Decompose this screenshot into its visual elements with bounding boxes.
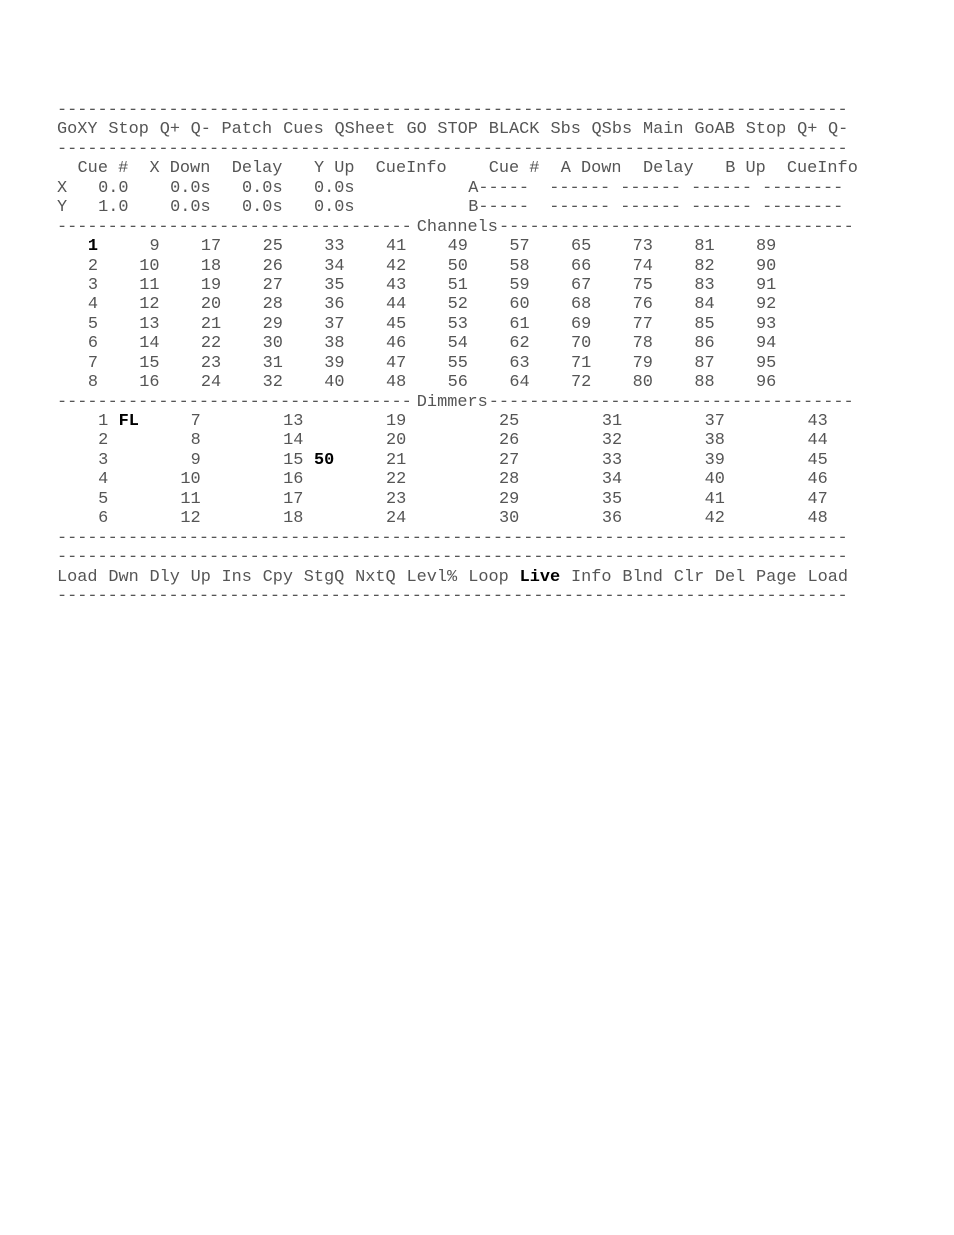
cue-row-x	[57, 179, 867, 198]
divider-line: -----------------------------------	[57, 392, 412, 412]
menu-stgq-button[interactable]: StgQ	[303, 567, 345, 587]
cue-header-right-0: Cue #	[488, 159, 540, 179]
dimmer-26[interactable]: 26	[499, 431, 520, 451]
dimmer-16[interactable]: 16	[283, 470, 304, 490]
divider-line: -----------------------------------	[57, 217, 412, 237]
channel-90[interactable]: 90	[756, 256, 777, 276]
dimmer-34[interactable]: 34	[601, 470, 623, 490]
dimmer-36[interactable]: 36	[601, 509, 623, 529]
channel-26[interactable]: 26	[262, 256, 283, 276]
channel-42[interactable]: 42	[385, 256, 407, 276]
channel-75[interactable]: 75	[632, 275, 653, 295]
menu-dly-button[interactable]: Dly	[149, 567, 180, 587]
channel-55[interactable]: 55	[447, 353, 468, 373]
channel-44[interactable]: 44	[385, 295, 407, 315]
channel-49[interactable]: 49	[447, 237, 468, 257]
channel-66[interactable]: 66	[571, 256, 592, 276]
channel-82[interactable]: 82	[694, 256, 715, 276]
section-label-dimmers: Dimmers	[416, 392, 488, 412]
menu-goxy-button[interactable]: GoXY	[57, 120, 98, 140]
menu-cues-button[interactable]: Cues	[283, 120, 324, 140]
delay-time[interactable]: 0.0s	[242, 198, 283, 218]
cue-header	[57, 159, 867, 178]
menu-blnd-button[interactable]: Blnd	[622, 567, 663, 587]
channel-43[interactable]: 43	[385, 275, 407, 295]
dimmer-22[interactable]: 22	[385, 470, 407, 490]
dimmer-33[interactable]: 33	[601, 450, 623, 470]
dimmer-11[interactable]: 11	[180, 489, 201, 509]
channel-53[interactable]: 53	[447, 314, 468, 334]
menu-ins-button[interactable]: Ins	[221, 567, 252, 587]
channel-25[interactable]: 25	[262, 237, 283, 257]
channel-61[interactable]: 61	[509, 314, 530, 334]
dimmer-23[interactable]: 23	[385, 489, 407, 509]
channel-83[interactable]: 83	[694, 275, 715, 295]
channel-91[interactable]: 91	[756, 275, 777, 295]
dimmer-6[interactable]: 6	[98, 509, 109, 529]
dimmer-28[interactable]: 28	[499, 470, 520, 490]
dimmer-1-level: FL	[118, 412, 139, 431]
menu-info-button[interactable]: Info	[571, 567, 612, 587]
menu-del-button[interactable]: Del	[714, 567, 746, 587]
dimmer-8[interactable]: 8	[190, 431, 201, 451]
channel-6[interactable]: 6	[87, 334, 98, 354]
channel-32[interactable]: 32	[262, 373, 283, 393]
channel-38[interactable]: 38	[324, 334, 345, 354]
channel-24[interactable]: 24	[200, 373, 222, 393]
dimmer-30[interactable]: 30	[499, 509, 520, 529]
menu-patch-button[interactable]: Patch	[221, 120, 273, 140]
dimmer-19[interactable]: 19	[385, 412, 407, 431]
channel-88[interactable]: 88	[694, 373, 715, 393]
channel-76[interactable]: 76	[632, 295, 653, 315]
menu-q-button[interactable]: Q+	[797, 120, 818, 140]
channel-7[interactable]: 7	[87, 353, 98, 373]
channel-37[interactable]: 37	[324, 314, 345, 334]
cue-row-y	[57, 198, 867, 217]
channel-89[interactable]: 89	[756, 237, 777, 257]
channel-3[interactable]: 3	[87, 275, 98, 295]
channel-12[interactable]: 12	[139, 295, 160, 315]
channel-11[interactable]: 11	[139, 275, 160, 295]
bottom-menu	[57, 568, 867, 587]
channel-80[interactable]: 80	[632, 373, 653, 393]
channel-56[interactable]: 56	[447, 373, 468, 393]
channel-54[interactable]: 54	[447, 334, 468, 354]
channel-17[interactable]: 17	[200, 237, 222, 257]
dimmer-14[interactable]: 14	[283, 431, 304, 451]
channel-73[interactable]: 73	[632, 237, 653, 257]
top-menu	[57, 120, 867, 139]
channel-20[interactable]: 20	[200, 295, 222, 315]
divider-line: ------------------------------------------------------------------------------	[57, 139, 848, 159]
channel-18[interactable]: 18	[200, 256, 222, 276]
channel-34[interactable]: 34	[324, 256, 345, 276]
dimmer-1[interactable]: 1	[98, 412, 109, 431]
channel-78[interactable]: 78	[632, 334, 653, 354]
dimmer-45[interactable]: 45	[807, 450, 828, 470]
channel-row	[57, 295, 867, 314]
menu-clr-button[interactable]: Clr	[673, 567, 705, 587]
dimmer-5[interactable]: 5	[98, 489, 109, 509]
menu-qsbs-button[interactable]: QSbs	[591, 120, 633, 140]
dimmer-row	[57, 509, 867, 528]
dimmer-row	[57, 470, 867, 489]
channel-46[interactable]: 46	[385, 334, 407, 354]
dimmer-43[interactable]: 43	[807, 412, 828, 431]
channel-68[interactable]: 68	[571, 295, 592, 315]
channel-70[interactable]: 70	[571, 334, 592, 354]
channel-77[interactable]: 77	[632, 314, 653, 334]
channel-48[interactable]: 48	[385, 373, 407, 393]
divider-line: ------------------------------------	[488, 392, 854, 412]
dimmer-12[interactable]: 12	[180, 509, 201, 529]
divider-line: ------------------------------------------------------------------------------	[57, 586, 848, 606]
channel-52[interactable]: 52	[447, 295, 468, 315]
channel-47[interactable]: 47	[385, 353, 407, 373]
divider-dimmers	[57, 393, 867, 412]
channel-21[interactable]: 21	[200, 314, 222, 334]
dimmer-47[interactable]: 47	[807, 489, 828, 509]
menu-q-button[interactable]: Q-	[190, 120, 211, 140]
cue-number[interactable]: 1.0	[98, 198, 129, 218]
cue-header-left-2: Delay	[231, 159, 283, 179]
dimmer-20[interactable]: 20	[385, 431, 407, 451]
menu-stop-button[interactable]: STOP	[437, 120, 478, 140]
channel-64[interactable]: 64	[509, 373, 530, 393]
menu-load-button[interactable]: Load	[57, 567, 98, 587]
cue-header-left-3: Y Up	[314, 159, 355, 179]
dimmer-17[interactable]: 17	[283, 489, 304, 509]
menu-up-button[interactable]: Up	[190, 567, 211, 587]
channel-13[interactable]: 13	[139, 314, 160, 334]
menu-cpy-button[interactable]: Cpy	[262, 567, 294, 587]
divider-line: ------------------------------------------------------------------------------	[57, 101, 848, 120]
channel-72[interactable]: 72	[571, 373, 592, 393]
dimmer-24[interactable]: 24	[385, 509, 407, 529]
dimmer-4[interactable]: 4	[98, 470, 109, 490]
channel-95[interactable]: 95	[756, 353, 777, 373]
dimmer-29[interactable]: 29	[499, 489, 520, 509]
console-screen	[57, 101, 867, 606]
cue-row-label: X	[57, 178, 68, 198]
channel-67[interactable]: 67	[571, 275, 592, 295]
channel-29[interactable]: 29	[262, 314, 283, 334]
divider-bottom-1	[57, 529, 867, 548]
channel-row	[57, 237, 867, 256]
channel-23[interactable]: 23	[200, 353, 222, 373]
channel-86[interactable]: 86	[694, 334, 715, 354]
divider-bottom-2	[57, 548, 867, 567]
x-down-time[interactable]: 0.0s	[170, 198, 211, 218]
channel-row	[57, 315, 867, 334]
menu-qsheet-button[interactable]: QSheet	[334, 120, 396, 140]
channel-35[interactable]: 35	[324, 275, 345, 295]
channel-19[interactable]: 19	[200, 275, 222, 295]
menu-q-button[interactable]: Q-	[828, 120, 849, 140]
channel-36[interactable]: 36	[324, 295, 345, 315]
ab-cue-placeholder[interactable]: A----- ------ ------ ------ --------	[468, 178, 844, 198]
channel-85[interactable]: 85	[694, 314, 715, 334]
menu-go-button[interactable]: GO	[406, 120, 427, 140]
dimmer-48[interactable]: 48	[807, 509, 828, 529]
dimmer-44[interactable]: 44	[807, 431, 828, 451]
channel-row	[57, 373, 867, 392]
dimmer-row	[57, 451, 867, 470]
dimmer-32[interactable]: 32	[601, 431, 623, 451]
section-label-channels: Channels	[416, 217, 498, 237]
channel-93[interactable]: 93	[756, 314, 777, 334]
dimmer-46[interactable]: 46	[807, 470, 828, 490]
dimmer-40[interactable]: 40	[704, 470, 725, 490]
dimmer-row	[57, 490, 867, 509]
dimmer-21[interactable]: 21	[385, 450, 407, 470]
channel-60[interactable]: 60	[509, 295, 530, 315]
dimmer-10[interactable]: 10	[180, 470, 201, 490]
dimmer-38[interactable]: 38	[704, 431, 725, 451]
channel-45[interactable]: 45	[385, 314, 407, 334]
channel-9[interactable]: 9	[149, 237, 160, 257]
menu-main-button[interactable]: Main	[642, 120, 684, 140]
y-up-time[interactable]: 0.0s	[314, 178, 355, 198]
menu-dwn-button[interactable]: Dwn	[108, 567, 139, 587]
channel-63[interactable]: 63	[509, 353, 530, 373]
cue-header-right-1: A Down	[560, 159, 622, 179]
channel-33[interactable]: 33	[324, 237, 345, 257]
channel-8[interactable]: 8	[87, 373, 98, 393]
menu-black-button[interactable]: BLACK	[488, 120, 540, 140]
channel-10[interactable]: 10	[139, 256, 160, 276]
dimmer-27[interactable]: 27	[499, 450, 520, 470]
cue-row-label: Y	[57, 198, 68, 218]
channel-84[interactable]: 84	[694, 295, 715, 315]
x-down-time[interactable]: 0.0s	[170, 178, 211, 198]
cue-number[interactable]: 0.0	[98, 178, 129, 198]
dimmer-row	[57, 412, 867, 431]
divider-top	[57, 101, 867, 120]
dimmer-18[interactable]: 18	[283, 509, 304, 529]
dimmer-39[interactable]: 39	[704, 450, 725, 470]
ab-cue-placeholder[interactable]: B----- ------ ------ ------ --------	[468, 198, 844, 218]
channel-39[interactable]: 39	[324, 353, 345, 373]
cue-header-left-0: Cue #	[77, 159, 129, 179]
channel-14[interactable]: 14	[139, 334, 160, 354]
channel-15[interactable]: 15	[139, 353, 160, 373]
channel-65[interactable]: 65	[571, 237, 592, 257]
dimmer-9[interactable]: 9	[190, 450, 201, 470]
menu-nxtq-button[interactable]: NxtQ	[355, 567, 396, 587]
channel-1[interactable]: 1	[87, 237, 98, 257]
channel-62[interactable]: 62	[509, 334, 530, 354]
channel-92[interactable]: 92	[756, 295, 777, 315]
channel-30[interactable]: 30	[262, 334, 283, 354]
channel-4[interactable]: 4	[87, 295, 98, 315]
channel-row	[57, 276, 867, 295]
channel-96[interactable]: 96	[756, 373, 777, 393]
dimmer-3[interactable]: 3	[98, 450, 109, 470]
channel-71[interactable]: 71	[571, 353, 592, 373]
channel-81[interactable]: 81	[694, 237, 715, 257]
channel-51[interactable]: 51	[447, 275, 468, 295]
divider-channels	[57, 218, 867, 237]
channel-58[interactable]: 58	[509, 256, 530, 276]
dimmer-15[interactable]: 15	[283, 450, 304, 470]
channel-2[interactable]: 2	[87, 256, 98, 276]
channel-94[interactable]: 94	[756, 334, 777, 354]
divider-end	[57, 587, 867, 606]
channel-41[interactable]: 41	[385, 237, 407, 257]
dimmer-2[interactable]: 2	[98, 431, 109, 451]
channel-28[interactable]: 28	[262, 295, 283, 315]
menu-sbs-button[interactable]: Sbs	[550, 120, 581, 140]
dimmer-25[interactable]: 25	[499, 412, 520, 431]
channel-87[interactable]: 87	[694, 353, 715, 373]
dimmer-7[interactable]: 7	[190, 412, 201, 431]
menu-load-button[interactable]: Load	[807, 567, 848, 587]
divider-menu	[57, 140, 867, 159]
cue-header-left-1: X Down	[149, 159, 211, 179]
delay-time[interactable]: 0.0s	[242, 178, 283, 198]
channel-69[interactable]: 69	[571, 314, 592, 334]
divider-line: -----------------------------------	[499, 217, 854, 237]
channel-79[interactable]: 79	[632, 353, 653, 373]
menu-stop-button[interactable]: Stop	[745, 120, 787, 140]
dimmer-31[interactable]: 31	[601, 412, 623, 431]
dimmer-41[interactable]: 41	[704, 489, 725, 509]
dimmer-15-level: 50	[314, 450, 335, 470]
channel-row	[57, 257, 867, 276]
channel-16[interactable]: 16	[139, 373, 160, 393]
channel-31[interactable]: 31	[262, 353, 283, 373]
dimmer-35[interactable]: 35	[601, 489, 623, 509]
cue-header-right-2: Delay	[642, 159, 694, 179]
channel-5[interactable]: 5	[87, 314, 98, 334]
divider-line: ------------------------------------------------------------------------------	[57, 528, 848, 548]
channel-row	[57, 334, 867, 353]
divider-line: ------------------------------------------------------------------------------	[57, 548, 848, 568]
cue-header-right-3: B Up	[725, 159, 766, 179]
channel-57[interactable]: 57	[509, 237, 530, 257]
dimmer-37[interactable]: 37	[704, 412, 725, 431]
cue-header-left-4: CueInfo	[375, 159, 447, 179]
menu-stop-button[interactable]: Stop	[108, 120, 149, 140]
channel-50[interactable]: 50	[447, 256, 468, 276]
dimmer-42[interactable]: 42	[704, 509, 725, 529]
cue-header-right-4: CueInfo	[786, 159, 858, 179]
menu-page-button[interactable]: Page	[756, 567, 797, 587]
dimmer-13[interactable]: 13	[283, 412, 304, 431]
y-up-time[interactable]: 0.0s	[314, 198, 355, 218]
menu-loop-button[interactable]: Loop	[468, 567, 509, 587]
dimmer-row	[57, 431, 867, 450]
channel-row	[57, 354, 867, 373]
channel-74[interactable]: 74	[632, 256, 653, 276]
menu-live-button[interactable]: Live	[519, 567, 561, 587]
menu-goab-button[interactable]: GoAB	[694, 120, 735, 140]
channel-22[interactable]: 22	[200, 334, 222, 354]
menu-q-button[interactable]: Q+	[159, 120, 181, 140]
channel-40[interactable]: 40	[324, 373, 345, 393]
channel-27[interactable]: 27	[262, 275, 283, 295]
menu-levl-button[interactable]: Levl%	[406, 567, 458, 587]
channel-59[interactable]: 59	[509, 275, 530, 295]
